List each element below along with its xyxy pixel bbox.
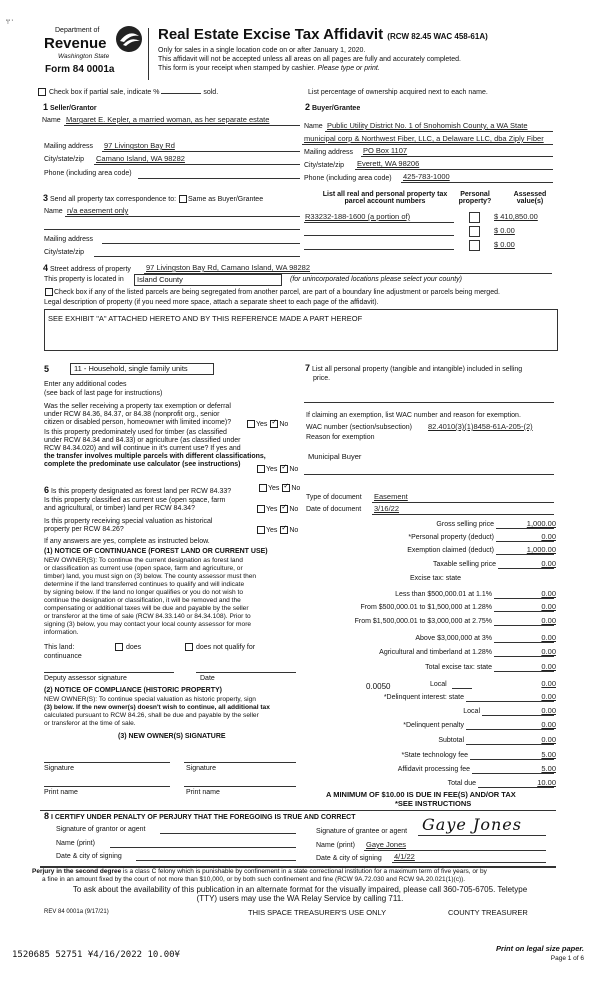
property-address[interactable]: 97 Livingston Bay Rd, Camano Island, WA 98282 [146,263,310,272]
legal-desc-label: Legal description of property (if you need more space, attach a separate sheet to each page of the affidavit). [44,299,379,306]
sec3-city-field[interactable] [94,256,300,257]
header-line-2: This affidavit will not be accepted unless all areas on all pages are fully and accurately completed. [158,56,461,63]
corner-mark: '!' ' [6,20,13,26]
grantee-signature[interactable]: Gaye Jones [422,815,522,834]
state-tax-row-1-line [494,611,554,612]
reason-line [304,474,554,475]
buyer-name-line-1-rule [325,131,553,132]
state-tax-row-0-label: Less than $500,000.01 at 1.1% [395,591,492,598]
partial-pct-field[interactable] [161,93,201,94]
tax-row2-3-line [466,744,554,745]
sec3-name-label: Name [44,208,63,215]
sec3-heading: 3 Send all property tax correspondence to: Same as Buyer/Grantee [43,193,264,203]
owner-signature-2-field[interactable] [184,762,296,763]
perjury-notice: Perjury in the second degree is a class C felony which is punishable by confinement in a state correctional institution for a maximum term of five years, or by a fine in an amount fixed by the court of not more than $10,000, or by both such confinement and fine (RCW 9A.72.030 and RCW 9A.20.021(1)(c)). [32,868,487,883]
signature-label-1: Signature [44,765,74,772]
grantee-date-label: Date & city of signing [316,855,382,862]
notice-1-title: (1) NOTICE OF CONTINUANCE (FOREST LAND OR CURRENT USE) [44,548,268,555]
county-select[interactable] [134,274,282,286]
state-tax-row-3-label: Above $3,000,000 at 3% [415,635,492,642]
minimum-notice: A MINIMUM OF $10.00 IS DUE IN FEE(S) AND/OR TAX [326,790,516,799]
parcel-1-personal-checkbox[interactable] [469,212,480,223]
segregate-checkbox[interactable] [45,288,53,296]
dept-of-text: Department of [55,27,100,34]
county-value: Island County [137,275,183,284]
tax-row2-3-label: Subtotal [438,737,464,744]
accessibility-notice: To ask about the availability of this publication in an alternate format for the visually impaired, please call 360-705-6705. Teletype (TTY) users may use the WA Relay Service by calling 711. [72,885,528,903]
rev-number: REV 84 0001a (9/17/21) [44,909,109,915]
notice-1-body: NEW OWNER(S): To continue the current designation as forest land or classification as current use (open space, farm and agriculture, or timber) land, you must sign on (3) below. The county assessor must then determine if the land transferred continues to qualify and will indicate by signing below. If the land no longer qualifies or you do not wish to continue the designation or classification, it will be removed and the compensating or additional taxes will be due and payable by the seller or transferor at the time of sale (RCW 84.33.140 or 84.34.108). Prior to signing (3) below, you may contact your local county assessor for more information. [44,557,257,636]
forest-yes-checkbox[interactable] [259,484,267,492]
q1-yes-checkbox[interactable] [247,420,255,428]
buyer-name-line-2[interactable]: municipal corp & Northwest Fiber, LLC, a Delaware LLC, dba Ziply Fiber [304,134,544,143]
tax-row2-4-value[interactable]: 5.00 [541,750,556,759]
buyer-phone-line [401,182,553,183]
sec7-heading: 7 List all personal property (tangible and intangible) included in selling price. [305,363,523,382]
seller-name-label: Name [42,117,61,124]
buyer-mail-label: Mailing address [304,149,354,156]
current-use-no-checkbox[interactable] [280,505,288,513]
reason-label: Reason for exemption [306,434,375,441]
sold-label: sold. [203,88,219,96]
legal-desc-text: SEE EXHIBIT "A" ATTACHED HERETO AND BY THIS REFERENCE MADE A PART HEREOF [48,314,363,323]
owner-print-1-field[interactable] [44,786,170,787]
tax-row2-4-line [470,759,554,760]
grantee-signature-line [418,835,546,836]
buyer-name-line-1[interactable]: Public Utility District No. 1 of Snohomish County, a WA State [327,121,528,130]
local-rate: 0.0050 [366,682,391,691]
grantee-date-line [392,862,546,863]
state-tax-row-5-line [494,671,554,672]
partial-sale-checkbox[interactable] [38,88,46,96]
sec3-name[interactable]: n/a easement only [67,206,129,215]
notice-2-title: (2) NOTICE OF COMPLIANCE (HISTORIC PROPERTY) [44,687,222,694]
grantor-date-label: Date & city of signing [56,853,122,860]
sec3-blank-line [44,229,300,230]
does-checkbox[interactable] [115,643,123,651]
sec3-mail-field[interactable] [102,243,300,244]
seller-phone-field[interactable] [138,178,300,179]
grantee-name-line [364,850,546,851]
tax-row2-4-label: *State technology fee [401,752,468,759]
treasurer-stamp: 1520685 52751 ¥4/16/2022 10.00¥ [12,950,180,960]
grantee-name[interactable]: Gaye Jones [366,840,407,849]
partial-sale-label: Check box if partial sale, indicate % [48,88,160,96]
form-title: Real Estate Excise Tax Affidavit (RCW 82.45 WAC 458-61A) [158,26,488,43]
tax-row-0-line [496,528,554,529]
signature-label-2: Signature [186,765,216,772]
buyer-city-line [355,169,553,170]
tax-row2-3-value[interactable]: 0.00 [541,735,556,744]
list-pct-text: List percentage of ownership acquired next to each name. [308,89,488,96]
local-label: Local [430,681,447,688]
grantor-name-field[interactable] [110,847,296,848]
treasurer-use: THIS SPACE TREASURER'S USE ONLY [248,908,387,917]
parcel-3-acct[interactable] [304,249,454,250]
does-option: does [114,643,141,651]
revenue-logo-icon [114,24,144,54]
state-tax-row-1-label: From $500,000.01 to $1,500,000 at 1.28% [360,604,492,611]
land-use-value: 11 - Household, single family units [74,364,188,373]
buyer-name-label: Name [304,123,323,130]
doc-type[interactable]: Easement [374,492,408,501]
grantee-date[interactable]: 4/1/22 [394,852,415,861]
buyer-city[interactable]: Everett, WA 98206 [357,159,420,168]
legal-desc-box[interactable] [44,309,558,351]
seller-name[interactable]: Margaret E. Kepler, a married woman, as her separate estate [66,115,270,124]
tax-row-2-line [496,554,554,555]
parcel-2-value[interactable]: $ 0.00 [494,226,515,235]
parcel-3-personal-checkbox[interactable] [469,240,480,251]
sec6-q2-answer: Yes ✓ No [256,505,298,513]
q2-yes-checkbox[interactable] [257,465,265,473]
deputy-signature-field[interactable] [44,672,174,673]
sec3-name-line [65,216,300,217]
buyer-mail-line [361,156,553,157]
sec5-q2-answer: Yes ✓ No [256,465,298,473]
buyer-phone[interactable]: 425-783-1000 [403,172,450,181]
local-dots [452,688,472,689]
seller-phone-label: Phone (including area code) [44,170,132,177]
state-tax-row-2-label: From $1,500,000.01 to $3,000,000 at 2.75% [354,618,492,625]
grantee-sig-label: Signature of grantee or agent [316,828,408,835]
same-as-buyer-checkbox[interactable] [179,195,187,203]
state-tax-row-2-value[interactable]: 0.00 [541,616,556,625]
doc-date-label: Date of document [306,506,362,513]
personal-property-field[interactable] [304,402,554,403]
state-tax-row-1-value[interactable]: 0.00 [541,602,556,611]
buyer-heading: 2 Buyer/Grantee [305,102,361,112]
sec3-mail-label: Mailing address [44,236,94,243]
located-in-label: This property is located in [44,276,124,283]
deputy-label: Deputy assessor signature [44,675,127,682]
state-tax-row-3-value[interactable]: 0.00 [541,633,556,642]
state-tax-row-5-value[interactable]: 0.00 [541,662,556,671]
state-tax-row-0-line [494,598,554,599]
parcel-1-acct[interactable]: R33232-188-1600 (a portion of) [305,212,411,221]
deputy-date-label: Date [200,675,215,682]
parcel-2-personal-checkbox[interactable] [469,226,480,237]
wac-number[interactable]: 82.4010(3)(1)8458-61A-205-(2) [428,422,533,431]
sec6-q3-answer: Yes ✓ No [256,526,298,534]
unincorp-note: (for unincorporated locations please select your county) [290,276,462,283]
sec5-q1: Was the seller receiving a property tax exemption or deferral under RCW 84.36, 84.37, or 84.38 (nonprofit org., senior citizen or disabled person, homeowner with limited income)? [44,403,232,426]
q1-no-checkbox[interactable] [270,420,278,428]
tax-row2-6-value[interactable]: 10.00 [537,778,556,787]
notice-2-body: NEW OWNER(S): To continue special valuation as historic property, sign (3) below. If the new owner(s) doesn't wish to continue, all additional tax calculated pursuant to RCW 84.26, shall be due and payable by the seller or transferor at the time of sale. [44,696,270,727]
tax-row2-0-label: *Delinquent interest: state [383,694,464,701]
doc-date-line [372,514,554,515]
tax-row-1-label: *Personal property (deduct) [408,534,494,541]
tax-row-3-line [498,568,554,569]
parcel-2-acct[interactable] [304,235,454,236]
parcel-1-value[interactable]: $ 410,850.00 [494,212,538,221]
sec5-q2: Is this property predominately used for timber (as classified under RCW 84.34 and 84.33) or agriculture (as classified under RCW 84.34.020) and will continue in it's current use? If yes and the transfer involves multiple parcels with different classifications, complete the predominate use calculator (see instructions) [44,429,266,468]
state-text: Washington State [58,53,110,60]
parcel-1-line [304,222,454,223]
seller-mail[interactable]: 97 Livingston Bay Rd [104,141,175,150]
historic-yes-checkbox[interactable] [257,526,265,534]
tax-row-3-label: Taxable selling price [432,561,496,568]
revenue-logo-text: Revenue [44,35,107,52]
state-tax-row-4-value[interactable]: 0.00 [541,647,556,656]
grantor-date-field[interactable] [136,860,296,861]
sec6-q3: Is this property receiving special valuation as historical property per RCW 84.26? [44,518,213,533]
tax-row2-1-value[interactable]: 0.00 [541,706,556,715]
form-number: Form 84 0001a [45,64,115,75]
sec6-q1: 6 Is this property designated as forest land per RCW 84.33? [44,485,232,495]
state-tax-row-2-line [494,625,554,626]
print-name-label-1: Print name [44,789,78,796]
this-land-label: This land: [44,644,75,651]
continuance-label: continuance [44,653,82,660]
tax-row-0-value[interactable]: 1,000.00 [526,519,556,528]
seller-mail-label: Mailing address [44,143,94,150]
state-tax-row-4-label: Agricultural and timberland at 1.28% [379,649,492,656]
page-number: Page 1 of 6 [550,955,584,962]
sec5-q1-answer: Yes ✓ No [246,420,288,428]
assessed-header: Assessed value(s) [513,191,547,205]
grantee-name-label: Name (print) [316,842,355,849]
tax-row2-0-line [466,701,554,702]
state-tax-row-5-label: Total excise tax: state [425,664,492,671]
tax-row2-5-value[interactable]: 5.00 [541,764,556,773]
seller-city-line [94,164,300,165]
partial-sale-row [37,88,218,96]
owner-print-2-field[interactable] [184,786,296,787]
sec8-heading: 8 I CERTIFY UNDER PENALTY OF PERJURY THAT THE FOREGOING IS TRUE AND CORRECT [44,811,356,821]
tax-row2-2-label: *Delinquent penalty [403,722,464,729]
state-tax-row-0-value[interactable]: 0.00 [541,589,556,598]
deputy-date-field[interactable] [196,672,296,673]
seller-heading: 1 Seller/Grantor [43,102,97,112]
tax-row2-1-label: Local [463,708,480,715]
grantor-sig-label: Signature of grantor or agent [56,826,146,833]
buyer-mail[interactable]: PO Box 1107 [363,146,408,155]
land-use-select[interactable] [70,363,214,375]
parcel-header: List all real and personal property tax parcel account numbers [322,191,448,205]
tax-row-1-value[interactable]: 0.00 [541,532,556,541]
segregate-row: Check box if any of the listed parcels are being segregated from another parcel, are part of a boundary line adjustment or parcels being merged. [44,288,500,296]
header-line-3: This form is your receipt when stamped by cashier. Please type or print. [158,65,380,72]
tax-row-0-label: Gross selling price [436,521,494,528]
tax-row-2-value[interactable]: 1,000.00 [526,545,556,554]
seller-city-label: City/state/zip [44,156,85,163]
seller-city[interactable]: Camano Island, WA 98282 [96,154,185,163]
tax-row2-5-label: Affidavit processing fee [397,766,470,773]
seller-name-line [64,125,300,126]
exemption-label: If claiming an exemption, list WAC number and reason for exemption. [306,412,521,419]
sec4-heading: 4 Street address of property [43,263,131,273]
owner-signature-1-field[interactable] [44,762,170,763]
tax-row2-1-line [482,715,554,716]
doc-type-line [372,502,554,503]
tax-row2-6-line [478,787,554,788]
excise-state-label: Excise tax: state [410,575,461,582]
tax-row-1-line [496,541,554,542]
q2-no-checkbox[interactable] [280,465,288,473]
buyer-city-label: City/state/zip [304,162,345,169]
sec6-q1-answer: Yes ✓ No [258,484,300,492]
seller-mail-line [102,151,300,152]
does-not-option: does not qualify for [184,643,255,651]
sec6-q2: Is this property classified as current use (open space, farm and agricultural, or timber) land per RCW 84.34? [44,497,226,512]
historic-no-checkbox[interactable] [280,526,288,534]
tax-row2-0-value[interactable]: 0.00 [541,692,556,701]
buyer-phone-label: Phone (including area code) [304,175,392,182]
doc-date[interactable]: 3/16/22 [374,504,400,513]
current-use-yes-checkbox[interactable] [257,505,265,513]
doc-type-label: Type of document [306,494,362,501]
tax-row2-6-label: Total due [447,780,476,787]
county-treasurer: COUNTY TREASURER [448,908,528,917]
header-line-1: Only for sales in a single location code on or after January 1, 2020. [158,47,366,54]
reason-value[interactable]: Municipal Buyer [308,452,362,461]
see-instructions: *SEE INSTRUCTIONS [395,799,472,808]
tax-row2-5-line [472,773,554,774]
sec3-city-label: City/state/zip [44,249,85,256]
grantor-signature-field[interactable] [160,833,296,834]
wac-label: WAC number (section/subsection) [306,424,412,431]
print-name-label-2: Print name [186,789,220,796]
does-not-checkbox[interactable] [185,643,193,651]
tax-row-3-value[interactable]: 0.00 [541,559,556,568]
additional-codes-label: Enter any additional codes [44,381,127,388]
sec5-number: 5 [44,364,50,374]
parcel-3-value[interactable]: $ 0.00 [494,240,515,249]
grantor-name-label: Name (print) [56,840,95,847]
tax-row2-2-value[interactable]: 0.00 [541,720,556,729]
forest-no-checkbox[interactable] [282,484,290,492]
state-tax-row-4-line [494,656,554,657]
state-tax-row-3-line [494,642,554,643]
notice-3-title: (3) NEW OWNER(S) SIGNATURE [118,733,226,740]
buyer-name-line-2-rule [302,144,553,145]
tax-row-2-label: Exemption claimed (deduct) [407,547,494,554]
header-divider [148,28,149,80]
tax-row2-2-line [466,729,554,730]
legal-paper-note: Print on legal size paper. [496,944,584,953]
personal-header: Personal property? [458,191,492,205]
local-tax-value[interactable]: 0.00 [541,679,556,688]
if-yes-text: If any answers are yes, complete as instructed below. [44,538,210,545]
additional-codes-note: (see back of last page for instructions) [44,390,163,397]
